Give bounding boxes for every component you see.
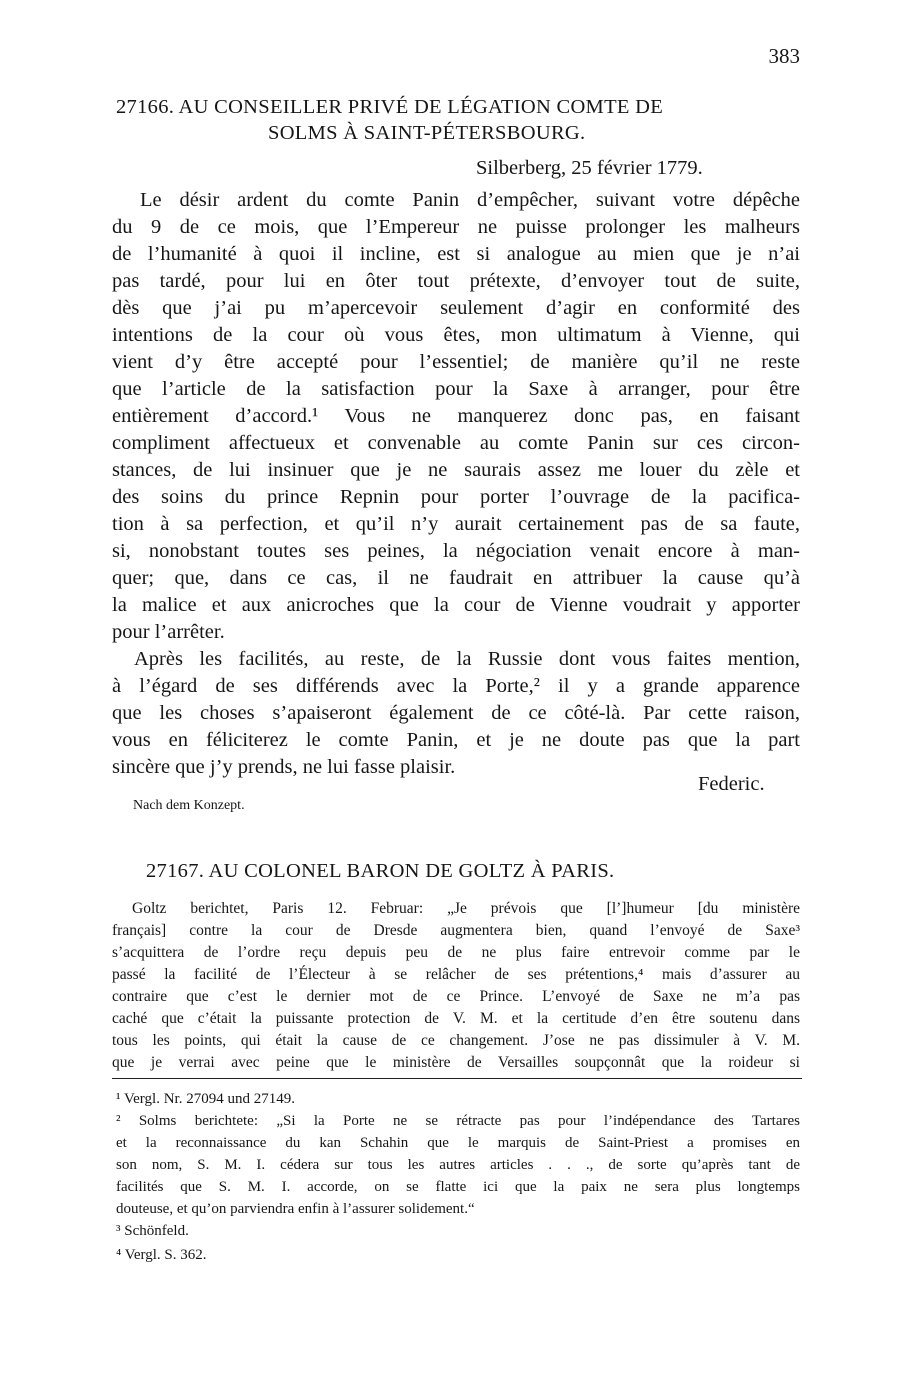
doc1-line: intentions de la cour où vous êtes, mon ultimatum à Vienne, qui [112,324,800,346]
footnote: ⁴ Vergl. S. 362. [116,1247,207,1263]
doc1-line: quer; que, dans ce cas, il ne faudrait en attribuer la cause qu’à [112,567,800,589]
doc1-source-note: Nach dem Konzept. [133,798,245,813]
doc1-title-line2: SOLMS À SAINT-PÉTERSBOURG. [268,122,586,144]
doc1-title-line1: 27166. AU CONSEILLER PRIVÉ DE LÉGATION COMTE DE [116,96,664,118]
doc2-line: que je verrai avec peine que le ministère de Versailles soupçonnât que la roideur si [112,1054,800,1071]
doc1-line: Le désir ardent du comte Panin d’empêcher, suivant votre dépêche [140,189,800,211]
doc2-title: 27167. AU COLONEL BARON DE GOLTZ À PARIS. [146,860,615,882]
doc1-line: vous en féliciterez le comte Panin, et je ne doute pas que la part [112,729,800,751]
doc2-line: français] contre la cour de Dresde augmentera bien, quand l’envoyé de Saxe³ [112,922,800,939]
doc1-line: la malice et aux anicroches que la cour de Vienne voudrait y apporter [112,594,800,616]
doc2-line: passé la facilité de l’Électeur à se relâcher de ses prétentions,⁴ mais d’assurer au [112,966,800,983]
doc2-line: contraire que c’est le dernier mot de ce Prince. L’envoyé de Saxe ne m’a pas [112,988,800,1005]
doc1-line: que les choses s’apaiseront également de ce côté-là. Par cette raison, [112,702,800,724]
footnote-separator [112,1078,802,1079]
doc1-line: des soins du prince Repnin pour porter l’ouvrage de la pacifica- [112,486,800,508]
doc1-line: tion à sa perfection, et qu’il n’y aurait certainement pas de sa faute, [112,513,800,535]
page-number: 383 [768,44,800,68]
doc1-line: du 9 de ce mois, que l’Empereur ne puisse prolonger les malheurs [112,216,800,238]
footnote: son nom, S. M. I. cédera sur tous les autres articles . . ., de sorte qu’après tant de [116,1157,800,1173]
doc1-line: compliment affectueux et convenable au comte Panin sur ces circon- [112,432,800,454]
doc1-line: de l’humanité à quoi il incline, est si analogue au mien que je n’ai [112,243,800,265]
doc1-line: Après les facilités, au reste, de la Russie dont vous faites mention, [134,648,800,670]
doc1-line: vient d’y être accepté pour l’essentiel; de manière qu’il ne reste [112,351,800,373]
footnote: douteuse, et qu’on parviendra enfin à l’assurer solidement.“ [116,1201,475,1217]
doc1-signature: Federic. [698,773,765,795]
footnote: ³ Schönfeld. [116,1223,189,1239]
doc2-line: caché que c’était la puissante protection de V. M. et la certitude d’en être soutenu dans [112,1010,800,1027]
footnote: et la reconnaissance du kan Schahin que le marquis de Saint-Priest a promises en [116,1135,800,1151]
doc1-line: stances, de lui insinuer que je ne saurais assez me louer du zèle et [112,459,800,481]
footnote: facilités que S. M. I. accorde, on se flatte ici que la paix ne sera plus longtemps [116,1179,800,1195]
doc1-line: pour l’arrêter. [112,621,225,643]
doc1-line: entièrement d’accord.¹ Vous ne manquerez donc pas, en faisant [112,405,800,427]
footnote: ² Solms berichtete: „Si la Porte ne se rétracte pas pour l’indépendance des Tartares [116,1113,800,1129]
doc1-line: à l’égard de ses différends avec la Porte,² il y a grande apparence [112,675,800,697]
doc2-line: tous les points, qui était la cause de ce changement. J’ose ne pas dissimuler à V. M. [112,1032,800,1049]
doc1-line: pas tardé, pour lui en ôter tout prétexte, d’envoyer tout de suite, [112,270,800,292]
doc2-line: Goltz berichtet, Paris 12. Februar: „Je prévois que [l’]humeur [du ministère [132,900,800,917]
doc1-line: dès que j’ai pu m’apercevoir seulement d’agir en conformité des [112,297,800,319]
doc2-line: s’acquittera de l’ordre reçu depuis peu de ne plus faire entrevoir comme par le [112,944,800,961]
doc1-line: que l’article de la satisfaction pour la Saxe à arranger, pour être [112,378,800,400]
footnote: ¹ Vergl. Nr. 27094 und 27149. [116,1091,295,1107]
doc1-place-date: Silberberg, 25 février 1779. [476,157,703,179]
doc1-line: si, nonobstant toutes ses peines, la négociation venait encore à man- [112,540,800,562]
doc1-line: sincère que j’y prends, ne lui fasse plaisir. [112,756,456,778]
